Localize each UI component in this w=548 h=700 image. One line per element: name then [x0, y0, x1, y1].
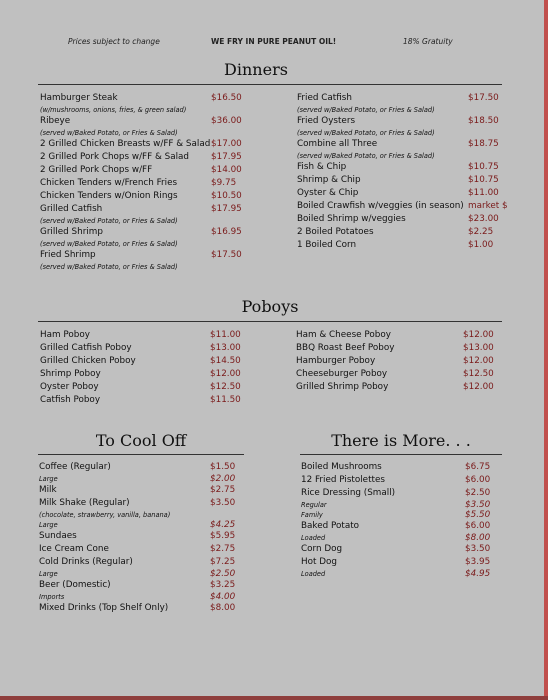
item-price: $10.75 — [468, 162, 499, 172]
variant-price: $3.50 — [465, 500, 491, 510]
item-name: Fried Shrimp — [40, 250, 96, 260]
item-description-text: (w/mushrooms, onions, fries, & green salad) — [40, 106, 187, 114]
variant-name: Large — [39, 570, 58, 578]
item-price: $3.25 — [210, 580, 236, 590]
dinners-heading: Dinners — [224, 60, 288, 79]
item-price: $7.25 — [210, 557, 236, 567]
item-name: Cold Drinks (Regular) — [39, 557, 133, 567]
variant-name: Large — [39, 521, 58, 529]
item-price: $6.00 — [465, 475, 491, 485]
item-name: Fried Catfish — [297, 93, 352, 103]
item-name: Corn Dog — [301, 544, 343, 554]
item-name: Chicken Tenders w/French Fries — [40, 178, 178, 188]
item-price: $2.25 — [468, 227, 494, 237]
item-name: Rice Dressing (Small) — [301, 488, 396, 498]
item-name: Grilled Catfish — [40, 204, 103, 214]
item-name: 12 Fried Pistolettes — [301, 475, 385, 485]
item-name: Chicken Tenders w/Onion Rings — [40, 191, 178, 201]
item-name: Boiled Mushrooms — [301, 462, 382, 472]
peanut-oil-note: WE FRY IN PURE PEANUT OIL! — [211, 37, 337, 46]
item-price: $12.00 — [463, 330, 494, 340]
item-price: $2.75 — [210, 544, 236, 554]
item-description-text: (served w/Baked Potato, or Fries & Salad) — [40, 240, 178, 248]
item-price: $9.75 — [211, 178, 237, 188]
item-name: Catfish Poboy — [40, 395, 101, 405]
poboys-heading: Poboys — [241, 297, 299, 316]
item-price: $17.95 — [211, 204, 242, 214]
item-price: $16.50 — [211, 93, 242, 103]
item-price: $5.95 — [210, 531, 236, 541]
item-name: Mixed Drinks (Top Shelf Only) — [39, 603, 169, 613]
item-price: $13.00 — [210, 343, 241, 353]
item-name: Hamburger Poboy — [296, 356, 376, 366]
item-name: Coffee (Regular) — [39, 462, 111, 472]
item-name: Shrimp & Chip — [297, 175, 361, 185]
gratuity-note: 18% Gratuity — [403, 37, 453, 46]
item-name: Grilled Catfish Poboy — [40, 343, 132, 353]
item-name: 2 Grilled Chicken Breasts w/FF & Salad — [40, 139, 211, 149]
item-price: $2.75 — [210, 485, 236, 495]
item-name: Boiled Crawfish w/veggies (in season) — [297, 201, 464, 211]
item-description-text: (served w/Baked Potato, or Fries & Salad) — [40, 263, 178, 271]
variant-name: Regular — [301, 501, 327, 509]
item-name: Cheeseburger Poboy — [296, 369, 388, 379]
variant-price: $2.00 — [210, 474, 236, 484]
item-price: $11.50 — [210, 395, 241, 405]
variant-price: $8.00 — [465, 533, 491, 543]
item-price: $16.95 — [211, 227, 242, 237]
item-price: $17.50 — [468, 93, 499, 103]
poboys-rule — [38, 321, 502, 322]
item-name: Ice Cream Cone — [39, 544, 109, 554]
item-name: Oyster Poboy — [40, 382, 99, 392]
item-name: Combine all Three — [297, 139, 378, 149]
item-price: $12.00 — [463, 382, 494, 392]
item-description-text: (served w/Baked Potato, or Fries & Salad) — [297, 129, 435, 137]
variant-price: $4.95 — [465, 569, 491, 579]
item-price: $12.00 — [463, 356, 494, 366]
item-name: Ham & Cheese Poboy — [296, 330, 391, 340]
item-description-text: (served w/Baked Potato, or Fries & Salad) — [297, 106, 435, 114]
item-price: $3.50 — [465, 544, 491, 554]
page-edge-bottom — [0, 696, 548, 700]
item-name: 2 Grilled Pork Chops w/FF & Salad — [40, 152, 190, 162]
variant-price: $4.25 — [210, 520, 236, 530]
item-price: $3.95 — [465, 557, 491, 567]
item-name: Grilled Shrimp — [40, 227, 103, 237]
item-price: $14.50 — [210, 356, 241, 366]
variant-name: Family — [301, 511, 323, 519]
item-price: $36.00 — [211, 116, 242, 126]
item-name: 2 Boiled Potatoes — [297, 227, 374, 237]
page-edge-right — [544, 0, 548, 700]
more-rule — [300, 454, 502, 455]
item-name: Fish & Chip — [297, 162, 347, 172]
item-price: $1.50 — [210, 462, 236, 472]
variant-name: Loaded — [301, 570, 326, 578]
item-price: $12.00 — [210, 369, 241, 379]
item-name: Milk Shake (Regular) — [39, 498, 130, 508]
variant-name: Loaded — [301, 534, 326, 542]
item-description-text: (served w/Baked Potato, or Fries & Salad) — [40, 217, 178, 225]
item-price: market $ — [468, 201, 508, 211]
item-name: Sundaes — [39, 531, 77, 541]
item-price: $14.00 — [211, 165, 242, 175]
cool-off-rule — [38, 454, 244, 455]
item-price: $10.50 — [211, 191, 242, 201]
item-price: $23.00 — [468, 214, 499, 224]
dinners-rule — [38, 84, 502, 85]
item-price: $1.00 — [468, 240, 494, 250]
item-price: $17.95 — [211, 152, 242, 162]
item-price: $17.50 — [211, 250, 242, 260]
price-change-note: Prices subject to change — [68, 37, 160, 46]
item-price: $12.50 — [210, 382, 241, 392]
item-price: $13.00 — [463, 343, 494, 353]
item-price: $3.50 — [210, 498, 236, 508]
item-price: $18.50 — [468, 116, 499, 126]
item-name: Shrimp Poboy — [40, 369, 101, 379]
item-name: BBQ Roast Beef Poboy — [296, 343, 395, 353]
item-name: 1 Boiled Corn — [297, 240, 357, 250]
item-price: $11.00 — [210, 330, 241, 340]
item-price: $2.50 — [465, 488, 491, 498]
variant-price: $4.00 — [210, 592, 236, 602]
item-price: $6.75 — [465, 462, 491, 472]
item-price: $18.75 — [468, 139, 499, 149]
item-description-text: (served w/Baked Potato, or Fries & Salad) — [297, 152, 435, 160]
variant-name: Imports — [39, 593, 65, 601]
item-name: Beer (Domestic) — [39, 580, 111, 590]
item-name: Oyster & Chip — [297, 188, 359, 198]
item-price: $6.00 — [465, 521, 491, 531]
item-name: Grilled Shrimp Poboy — [296, 382, 389, 392]
item-name: Grilled Chicken Poboy — [40, 356, 136, 366]
more-heading: There is More. . . — [331, 431, 471, 450]
item-price: $8.00 — [210, 603, 236, 613]
item-price: $12.50 — [463, 369, 494, 379]
item-name: Hamburger Steak — [40, 93, 118, 103]
item-name: 2 Grilled Pork Chops w/FF — [40, 165, 153, 175]
item-description-text: (served w/Baked Potato, or Fries & Salad) — [40, 129, 178, 137]
variant-name: (chocolate, strawberry, vanilla, banana) — [39, 511, 171, 519]
cool-off-heading: To Cool Off — [95, 431, 187, 450]
item-name: Fried Oysters — [297, 116, 356, 126]
item-name: Boiled Shrimp w/veggies — [297, 214, 406, 224]
item-name: Hot Dog — [301, 557, 337, 567]
variant-price: $2.50 — [210, 569, 236, 579]
variant-price: $5.50 — [465, 510, 491, 520]
item-name: Baked Potato — [301, 521, 360, 531]
item-price: $11.00 — [468, 188, 499, 198]
item-name: Ham Poboy — [40, 330, 90, 340]
item-name: Milk — [39, 485, 57, 495]
item-price: $10.75 — [468, 175, 499, 185]
item-name: Ribeye — [40, 116, 71, 126]
variant-name: Large — [39, 475, 58, 483]
item-price: $17.00 — [211, 139, 242, 149]
